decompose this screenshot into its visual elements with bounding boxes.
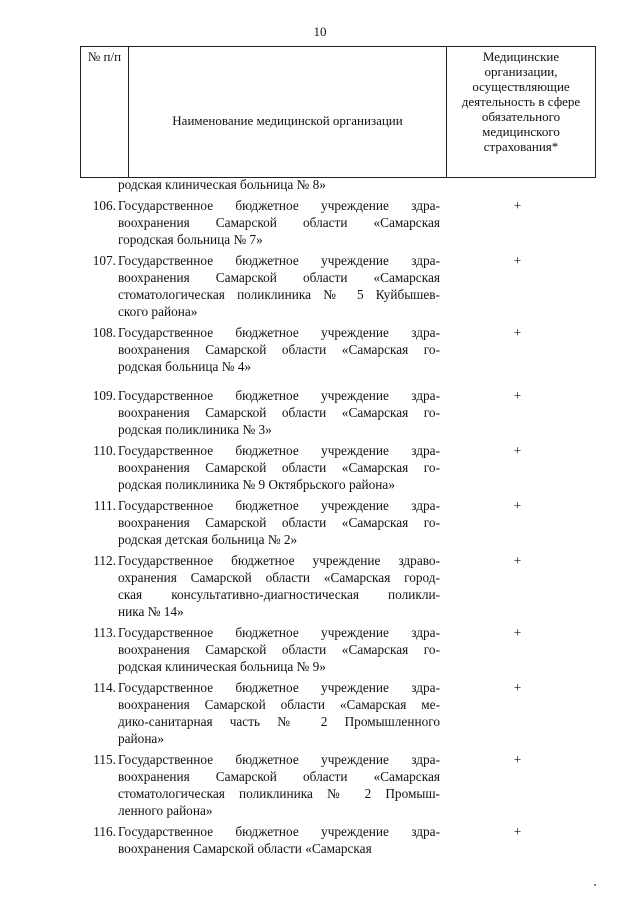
organization-name-line: воохранения Самарской области «Самарская bbox=[118, 270, 440, 285]
organization-name-line: воохранения Самарской области «Самарская bbox=[118, 215, 440, 230]
oms-mark: + bbox=[513, 325, 522, 340]
organization-name-line: Государственное бюджетное учреждение здра- bbox=[118, 443, 440, 458]
organization-name bbox=[118, 823, 440, 857]
organization-name bbox=[118, 497, 440, 548]
list-item bbox=[80, 624, 595, 675]
list-item bbox=[80, 679, 595, 747]
organization-name-line: Государственное бюджетное учреждение здра- bbox=[118, 752, 440, 767]
organization-name bbox=[118, 252, 440, 320]
oms-mark bbox=[440, 176, 595, 193]
item-number: 110. bbox=[93, 443, 116, 458]
organization-name bbox=[118, 751, 440, 819]
item-number: 108. bbox=[92, 325, 116, 340]
list-item bbox=[80, 387, 595, 438]
item-number: 106. bbox=[92, 198, 116, 213]
organization-name-line: воохранения Самарской области «Самарская го- bbox=[118, 342, 440, 357]
organization-name-line: Государственное бюджетное учреждение здра- bbox=[118, 625, 440, 640]
organization-name bbox=[118, 387, 440, 438]
organization-name-line: Государственное бюджетное учреждение здра- bbox=[118, 824, 440, 839]
organization-name-line: стоматологическая поликлиника № 2 Промыш- bbox=[118, 786, 440, 801]
oms-mark: + bbox=[513, 824, 522, 839]
organization-name bbox=[118, 552, 440, 620]
oms-mark: + bbox=[513, 253, 522, 268]
organization-name-line: ника № 14» bbox=[118, 604, 184, 619]
organization-name-line: воохранения Самарской области «Самарская ме- bbox=[118, 697, 440, 712]
organization-name-line: ская консультативно-диагностическая поликли- bbox=[118, 587, 440, 602]
oms-mark: + bbox=[513, 443, 522, 458]
list-item-continuation bbox=[80, 176, 595, 193]
item-number: 107. bbox=[92, 253, 116, 268]
organization-name bbox=[118, 624, 440, 675]
header-col-number: № п/п bbox=[81, 47, 129, 178]
organization-name bbox=[118, 679, 440, 747]
list-item bbox=[80, 442, 595, 493]
organization-name-line: родская поликлиника № 3» bbox=[118, 422, 272, 437]
list-item bbox=[80, 197, 595, 248]
row-spacer bbox=[80, 375, 595, 387]
organization-name-line: района» bbox=[118, 731, 164, 746]
organization-name-line: ленного района» bbox=[118, 803, 213, 818]
organization-name-line: воохранения Самарской области «Самарская bbox=[118, 769, 440, 784]
organization-name bbox=[118, 197, 440, 248]
organization-list bbox=[80, 176, 595, 857]
table-header bbox=[80, 46, 596, 178]
item-number: 111. bbox=[93, 498, 116, 513]
list-item bbox=[80, 497, 595, 548]
oms-mark: + bbox=[513, 553, 522, 568]
oms-mark: + bbox=[513, 625, 522, 640]
organization-name-line: Государственное бюджетное учреждение здра- bbox=[118, 325, 440, 340]
list-item bbox=[80, 552, 595, 620]
header-col-name: Наименование медицинской организации bbox=[129, 47, 447, 178]
item-number: 112. bbox=[93, 553, 116, 568]
organization-name-line: городская больница № 7» bbox=[118, 232, 263, 247]
list-item bbox=[80, 324, 595, 375]
organization-name-line: воохранения Самарской области «Самарская го- bbox=[118, 515, 440, 530]
list-item bbox=[80, 751, 595, 819]
organization-name-line: воохранения Самарской области «Самарская го- bbox=[118, 642, 440, 657]
organization-name-line: Государственное бюджетное учреждение здра- bbox=[118, 680, 440, 695]
organization-name-line: дико-санитарная часть № 2 Промышленного bbox=[118, 714, 440, 729]
organization-name-line: Государственное бюджетное учреждение здра- bbox=[118, 253, 440, 268]
organization-name-line: воохранения Самарской области «Самарская го- bbox=[118, 405, 440, 420]
organization-name-line: воохранения Самарской области «Самарская го- bbox=[118, 460, 440, 475]
organization-name-line: родская больница № 4» bbox=[118, 359, 252, 374]
oms-mark: + bbox=[513, 388, 522, 403]
organization-name-line: Государственное бюджетное учреждение здра- bbox=[118, 498, 440, 513]
organization-name-line: Государственное бюджетное учреждение здра- bbox=[118, 388, 440, 403]
oms-mark: + bbox=[513, 680, 522, 695]
organization-name-line: охранения Самарской области «Самарская город- bbox=[118, 570, 440, 585]
organization-name-line: родская клиническая больница № 8» bbox=[118, 177, 326, 192]
item-number: 113. bbox=[93, 625, 116, 640]
oms-mark: + bbox=[513, 198, 522, 213]
oms-mark: + bbox=[513, 498, 522, 513]
organization-name bbox=[118, 442, 440, 493]
organization-name-line: родская детская больница № 2» bbox=[118, 532, 298, 547]
list-item bbox=[80, 823, 595, 857]
item-number bbox=[80, 176, 118, 193]
organization-name bbox=[118, 324, 440, 375]
scan-speck bbox=[594, 884, 596, 886]
organization-name-line: воохранения Самарской области «Самарская bbox=[118, 841, 372, 856]
organization-name-line: родская клиническая больница № 9» bbox=[118, 659, 326, 674]
page-number: 10 bbox=[313, 24, 327, 39]
item-number: 114. bbox=[93, 680, 116, 695]
organization-name-line: стоматологическая поликлиника № 5 Куйбышев- bbox=[118, 287, 440, 302]
list-item bbox=[80, 252, 595, 320]
item-number: 115. bbox=[93, 752, 116, 767]
organization-name bbox=[118, 176, 440, 193]
item-number: 116. bbox=[93, 824, 116, 839]
item-number: 109. bbox=[92, 388, 116, 403]
organization-name-line: Государственное бюджетное учреждение здра- bbox=[118, 198, 440, 213]
organization-name-line: Государственное бюджетное учреждение здраво- bbox=[118, 553, 440, 568]
organization-name-line: ского района» bbox=[118, 304, 198, 319]
oms-mark: + bbox=[513, 752, 522, 767]
organization-name-line: родская поликлиника № 9 Октябрьского района» bbox=[118, 477, 395, 492]
header-col-oms: Медицинские организации, осуществляющие деятельность в сфере обязательного медицинского страхования* bbox=[447, 47, 596, 178]
